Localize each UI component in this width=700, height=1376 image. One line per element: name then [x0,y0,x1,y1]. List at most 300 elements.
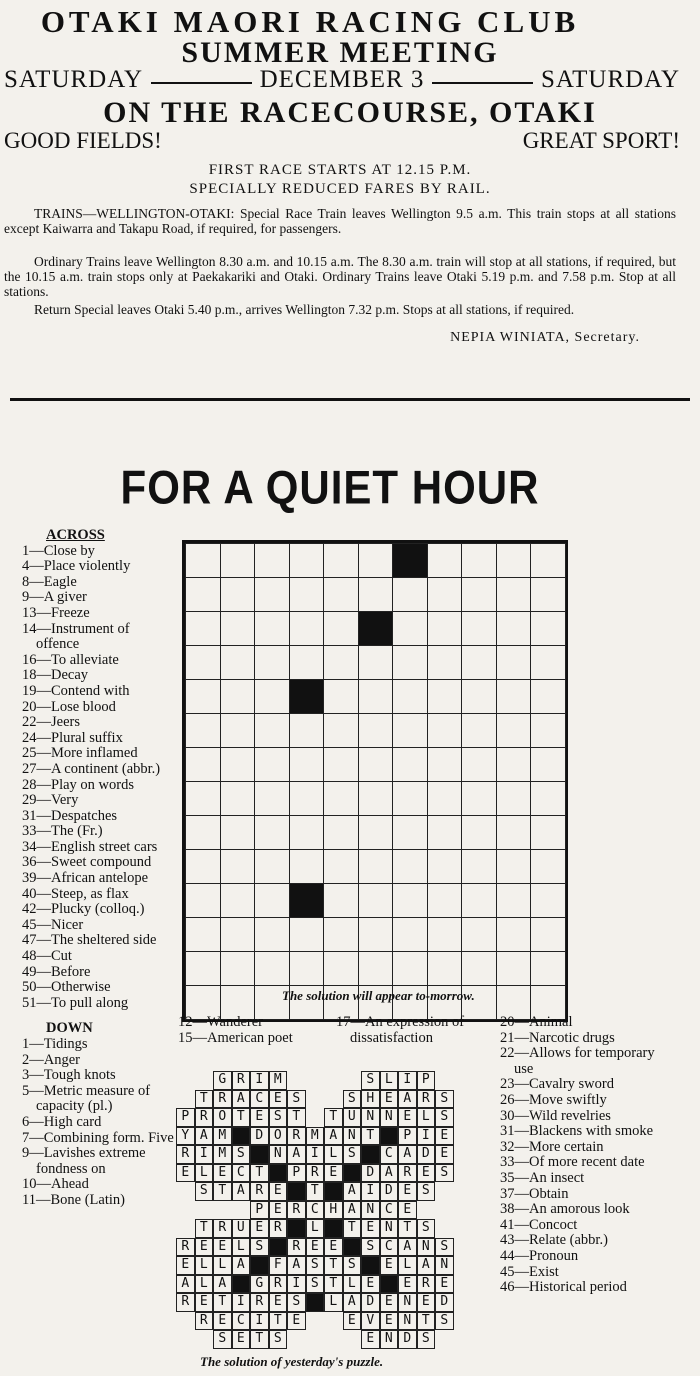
solution-cell: E [398,1182,417,1201]
grid-cell [461,815,497,850]
solution-cell: S [306,1256,325,1275]
solution-cell: T [398,1219,417,1238]
solution-cell: I [306,1145,325,1164]
ad-day-right: SATURDAY [540,66,680,93]
grid-cell [392,577,428,612]
crossword-grid [182,540,568,1022]
ad-slogans [4,128,680,154]
solution-cell: R [250,1293,269,1312]
clue: 28—Play on words [22,776,134,793]
grid-cell [496,815,532,850]
grid-cell [323,713,359,748]
grid-cell [289,645,325,680]
ad-date-line [4,66,680,94]
solution-cell: S [361,1238,380,1257]
solution-black-cell [324,1219,343,1238]
grid-cell [185,645,221,680]
grid-cell [323,781,359,816]
grid-cell [254,883,290,918]
grid-cell [323,815,359,850]
clue: 30—Wild revelries [500,1107,611,1124]
grid-cell [254,951,290,986]
solution-cell: R [213,1219,232,1238]
solution-cell: A [417,1256,436,1275]
grid-cell [254,543,290,578]
clue: 50—Otherwise [22,979,111,996]
grid-cell [461,951,497,986]
solution-cell: R [176,1238,195,1257]
clue: 23—Cavalry sword [500,1076,614,1093]
grid-cell [427,917,463,952]
ad-subtitle: SUMMER MEETING [181,36,499,69]
solution-cell: T [232,1108,251,1127]
clue: 21—Narcotic drugs [500,1029,615,1046]
clue: 45—Nicer [22,916,84,933]
solution-cell: R [417,1275,436,1294]
grid-cell [185,951,221,986]
solution-cell: L [324,1293,343,1312]
grid-cell [323,543,359,578]
grid-cell [392,815,428,850]
clue: 36—Sweet compound [22,854,152,871]
solution-cell: L [306,1219,325,1238]
ad-good-fields: GOOD FIELDS! [4,128,162,153]
solution-cell: U [232,1219,251,1238]
solution-cell: S [343,1090,362,1109]
solution-cell: A [324,1127,343,1146]
across-list [22,544,176,1012]
solution-cell: N [361,1201,380,1220]
solution-cell: I [232,1293,251,1312]
down-list-4 [500,1015,660,1296]
clue: 22—Jeers [22,714,80,731]
grid-cell [530,679,566,714]
clue: 1—Tidings [22,1036,88,1052]
solution-black-cell [380,1275,399,1294]
grid-cell [530,713,566,748]
solution-cell: N [380,1219,399,1238]
grid-cell [220,747,256,782]
solution-cell: H [324,1201,343,1220]
grid-cell [289,951,325,986]
down-list-3 [336,1015,484,1046]
ad-fares: SPECIALLY REDUCED FARES BY RAIL. [189,181,491,197]
solution-cell: L [195,1256,214,1275]
solution-cell: S [250,1238,269,1257]
solution-cell: S [232,1145,251,1164]
solution-cell: G [213,1071,232,1090]
clue: 1—Close by [22,542,95,559]
solution-black-cell [250,1256,269,1275]
solution-cell: E [269,1293,288,1312]
solution-cell: A [232,1182,251,1201]
grid-cell [392,917,428,952]
solution-cell: I [250,1312,269,1331]
solution-cell: N [435,1256,454,1275]
solution-cell: E [324,1164,343,1183]
solution-cell: R [195,1108,214,1127]
grid-cell [530,645,566,680]
clue: 49—Before [22,963,91,980]
solution-cell: E [398,1275,417,1294]
grid-cell [254,815,290,850]
solution-cell: P [417,1071,436,1090]
solution-cell: T [213,1293,232,1312]
clue: 34—English street cars [22,838,158,855]
grid-cell [220,645,256,680]
grid-cell [427,781,463,816]
clue: 33—Of more recent date [500,1154,645,1171]
grid-cell [289,747,325,782]
grid-cell [289,849,325,884]
grid-cell [323,883,359,918]
grid-cell [427,645,463,680]
grid-cell [289,611,325,646]
solution-cell: T [287,1108,306,1127]
solution-cell: E [176,1164,195,1183]
grid-cell [461,543,497,578]
grid-cell [392,951,428,986]
solution-cell: N [398,1312,417,1331]
solution-cell: M [269,1071,288,1090]
solution-cell: E [213,1312,232,1331]
clue: 19—Contend with [22,682,130,699]
solution-cell: C [380,1238,399,1257]
solution-cell: A [287,1256,306,1275]
grid-cell [220,611,256,646]
clue: 20—Lose blood [22,698,116,715]
grid-caption: The solution will appear to-morrow. [282,988,475,1003]
clue: 2—Anger [22,1051,80,1068]
grid-cell [323,611,359,646]
clue: 7—Combining form. Five [22,1129,174,1146]
across-clues [22,528,176,1209]
grid-cell [323,917,359,952]
ad-title: OTAKI MAORI RACING CLUB [40,4,580,39]
solution-cell: I [361,1182,380,1201]
solution-cell: R [213,1090,232,1109]
solution-cell: M [213,1145,232,1164]
solution-cell: E [435,1127,454,1146]
grid-cell [323,951,359,986]
solution-cell: S [287,1293,306,1312]
solution-cell: F [269,1256,288,1275]
solution-cell: N [398,1293,417,1312]
solution-cell: A [195,1127,214,1146]
solution-cell: A [343,1293,362,1312]
solution-cell: R [287,1238,306,1257]
solution-cell: E [435,1145,454,1164]
solution-cell: O [269,1127,288,1146]
clue: 51—To pull along [22,994,129,1011]
solution-cell: L [213,1256,232,1275]
grid-cell [358,815,394,850]
solution-cell: S [269,1108,288,1127]
solution-cell: U [343,1108,362,1127]
grid-cell [496,543,532,578]
solution-cell: V [361,1312,380,1331]
grid-cell [496,747,532,782]
grid-cell [496,883,532,918]
ad-first-race: FIRST RACE STARTS AT 12.15 P.M. [208,162,472,178]
solution-cell: D [398,1330,417,1349]
clue: 22—Allows for temporary use [500,1045,655,1077]
solution-cell: E [380,1256,399,1275]
solution-cell: N [380,1108,399,1127]
clue: 12—Wanderer [178,1014,263,1030]
solution-cell: E [361,1219,380,1238]
solution-black-cell [343,1164,362,1183]
solution-cell: T [195,1219,214,1238]
solution-cell: C [380,1145,399,1164]
grid-cell [427,849,463,884]
grid-cell [358,713,394,748]
solution-cell: E [380,1312,399,1331]
clue: 24—Plural suffix [22,729,123,746]
grid-cell [461,917,497,952]
grid-black-cell [358,611,394,646]
clue: 25—More inflamed [22,745,138,762]
clue: 10—Ahead [22,1176,89,1193]
grid-cell [392,713,428,748]
solution-black-cell [361,1256,380,1275]
grid-cell [220,815,256,850]
grid-cell [461,611,497,646]
solution-cell: E [269,1182,288,1201]
solution-cell: D [380,1182,399,1201]
grid-cell [358,951,394,986]
grid-cell [461,713,497,748]
grid-cell [392,883,428,918]
solution-cell: T [195,1090,214,1109]
grid-cell [220,951,256,986]
solution-cell: S [213,1330,232,1349]
solution-cell: A [398,1145,417,1164]
ad-paragraph-trains: TRAINS—WELLINGTON-OTAKI: Special Race Train leaves Wellington 9.5 a.m. This train stops at all stations except Kaiwarra and Takapu Road, if required, for passengers. [4,206,676,236]
grid-cell [289,713,325,748]
solution-cell: L [398,1256,417,1275]
grid-cell [496,611,532,646]
ad-great-sport: GREAT SPORT! [522,128,680,153]
solution-cell: H [361,1090,380,1109]
solution-cell: S [343,1256,362,1275]
clue: 48—Cut [22,948,72,965]
solution-cell: N [269,1145,288,1164]
solution-cell: S [417,1219,436,1238]
solution-cell: E [398,1108,417,1127]
grid-cell [289,543,325,578]
grid-cell [427,747,463,782]
clue: 35—An insect [500,1169,585,1186]
grid-cell [427,611,463,646]
grid-cell [427,679,463,714]
solution-cell: D [361,1164,380,1183]
solution-cell: S [269,1330,288,1349]
solution-cell: E [398,1201,417,1220]
grid-cell [254,747,290,782]
solution-cell: L [343,1275,362,1294]
grid-cell [392,781,428,816]
solution-cell: I [287,1275,306,1294]
clue: 40—Steep, as flax [22,885,129,902]
solution-black-cell [306,1293,325,1312]
grid-cell [427,883,463,918]
grid-cell [530,543,566,578]
clue: 46—Historical period [500,1279,627,1296]
grid-cell [185,883,221,918]
grid-black-cell [392,543,428,578]
solution-cell: S [361,1071,380,1090]
solution-cell: S [343,1145,362,1164]
grid-cell [427,951,463,986]
solution-black-cell [287,1219,306,1238]
grid-cell [185,781,221,816]
solution-cell: P [287,1164,306,1183]
grid-cell [323,849,359,884]
solution-black-cell [343,1238,362,1257]
ad-paragraph-ordinary: Ordinary Trains leave Wellington 8.30 a.m. and 10.15 a.m. The 8.30 a.m. train will stop at all stations, if required, but the 10.15 a.m. train stops only at Paekakariki and Otaki. Ordinary Trains leave Otaki 5.19 p.m. and 7.58 p.m. Stop at all stations. [4,254,676,299]
grid-cell [289,815,325,850]
solution-cell: L [417,1108,436,1127]
solution-cell: I [398,1071,417,1090]
solution-cell: E [269,1201,288,1220]
clue: 16—To alleviate [22,651,119,668]
clue: 17—An expression of dissatisfaction [336,1014,465,1046]
solution-cell: T [250,1164,269,1183]
grid-cell [220,917,256,952]
grid-cell [358,917,394,952]
grid-cell [496,679,532,714]
grid-cell [461,849,497,884]
grid-cell [220,883,256,918]
grid-cell [358,747,394,782]
solution-cell: I [417,1127,436,1146]
solution-cell: M [306,1127,325,1146]
solution-cell: S [435,1108,454,1127]
solution-cell: D [417,1145,436,1164]
solution-cell: N [361,1108,380,1127]
ad-dash-right [432,66,533,84]
solution-cell: A [232,1256,251,1275]
solution-black-cell [269,1238,288,1257]
solution-cell: G [250,1275,269,1294]
grid-cell [530,781,566,816]
grid-cell [461,883,497,918]
solution-cell: E [324,1238,343,1257]
solution-cell: T [324,1256,343,1275]
solution-cell: E [232,1330,251,1349]
grid-cell [496,577,532,612]
solution-cell: E [417,1164,436,1183]
solution-cell: L [232,1238,251,1257]
grid-cell [220,577,256,612]
solution-cell: R [398,1164,417,1183]
grid-cell [461,679,497,714]
clue: 31—Blackens with smoke [500,1123,654,1140]
down-heading: DOWN [46,1020,93,1037]
clue: 45—Exist [500,1263,559,1280]
solution-black-cell [380,1127,399,1146]
grid-cell [185,611,221,646]
clue: 38—An amorous look [500,1201,630,1218]
grid-cell [530,815,566,850]
grid-cell [496,645,532,680]
solution-cell: R [269,1219,288,1238]
grid-cell [358,679,394,714]
section-divider [10,398,690,401]
ad-secretary: NEPIA WINIATA, Secretary. [450,330,640,345]
solution-black-cell [232,1127,251,1146]
solution-cell: L [324,1145,343,1164]
grid-cell [220,781,256,816]
clue: 41—Concoct [500,1216,578,1233]
clue: 44—Pronoun [500,1247,579,1264]
solution-black-cell [324,1182,343,1201]
grid-cell [358,577,394,612]
solution-cell: P [250,1201,269,1220]
solution-caption: The solution of yesterday's puzzle. [200,1354,384,1369]
solution-cell: E [306,1238,325,1257]
clue: 3—Tough knots [22,1067,116,1084]
solution-cell: P [176,1108,195,1127]
solution-cell: S [435,1164,454,1183]
grid-cell [530,849,566,884]
grid-cell [254,713,290,748]
grid-cell [427,543,463,578]
clue: 43—Relate (abbr.) [500,1232,608,1249]
solution-black-cell [250,1145,269,1164]
grid-cell [185,815,221,850]
grid-cell [254,781,290,816]
solution-cell: E [435,1275,454,1294]
solution-cell: E [380,1293,399,1312]
grid-cell [496,917,532,952]
grid-cell [220,849,256,884]
clue: 13—Freeze [22,604,90,621]
grid-cell [358,781,394,816]
clue: 42—Plucky (colloq.) [22,901,145,918]
clue: 4—Place violently [22,558,131,575]
grid-cell [323,645,359,680]
solution-black-cell [232,1275,251,1294]
solution-cell: E [380,1090,399,1109]
grid-cell [185,849,221,884]
solution-cell: A [380,1164,399,1183]
ad-paragraph-return: Return Special leaves Otaki 5.40 p.m., arrives Wellington 7.32 p.m. Stops at all stations, if required. [34,302,575,317]
clue: 31—Despatches [22,807,118,824]
solution-cell: T [213,1182,232,1201]
solution-cell: A [232,1090,251,1109]
grid-cell [185,543,221,578]
grid-cell [496,781,532,816]
grid-cell [392,611,428,646]
solution-cell: E [417,1293,436,1312]
grid-cell [392,679,428,714]
solution-cell: T [417,1312,436,1331]
solution-cell: C [232,1164,251,1183]
grid-cell [461,645,497,680]
across-heading: ACROSS [46,527,105,543]
solution-cell: R [306,1164,325,1183]
grid-cell [185,679,221,714]
solution-cell: I [250,1071,269,1090]
grid-cell [496,713,532,748]
grid-cell [427,815,463,850]
grid-cell [289,577,325,612]
grid-cell [185,577,221,612]
solution-cell: A [398,1090,417,1109]
solution-cell: L [380,1071,399,1090]
